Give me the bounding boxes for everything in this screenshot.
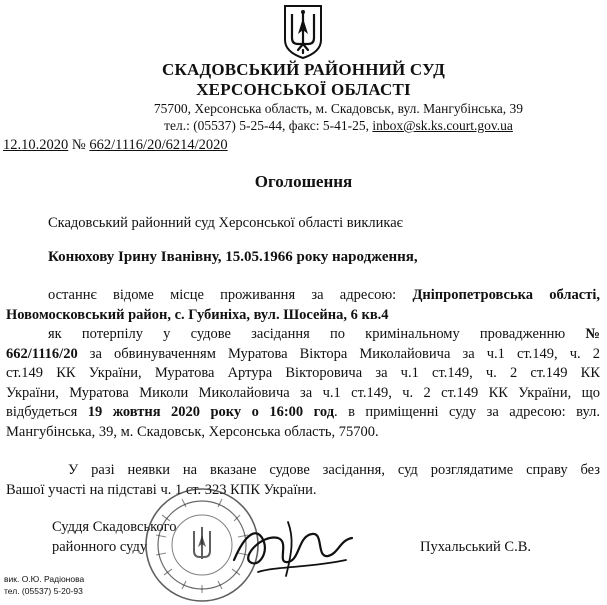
body-line: 662/1116/20 за обвинуваченням Муратова Віктора Миколайовича за ч.1 ст.149, ч. 2 xyxy=(6,345,600,362)
signer-title-line1: Суддя Скадовського xyxy=(52,519,177,535)
body-line: Мангубінська, 39, м. Скадовськ, Херсонська область, 75700. xyxy=(6,423,379,440)
notice-text xyxy=(6,461,600,500)
phone-fax: тел.: (05537) 5-25-44, факс: 5-41-25, xyxy=(164,118,373,133)
summons-body xyxy=(6,286,600,442)
summoned-person: Конюхову Ірину Іванівну, 15.05.1966 року народження, xyxy=(48,249,418,265)
court-contacts xyxy=(0,118,607,134)
body-line: відбудеться 19 жовтня 2020 року о 16:00 год. в приміщенні суду за адресою: вул. xyxy=(6,404,600,420)
document-reference xyxy=(3,137,228,154)
page-title: Оголошення xyxy=(254,172,353,191)
document-date: 12.10.2020 xyxy=(3,137,69,153)
judge-name: Пухальський С.В. xyxy=(420,539,532,555)
court-address: 75700, Херсонська область, м. Скадовськ, вул. Мангубінська, 39 xyxy=(153,101,524,116)
body-line: ст.149 КК України, Муратова Артура Вікторовича за ч.1 ст.149, ч. 2 ст.149 КК xyxy=(6,365,600,381)
intro-text: Скадовський районний суд Херсонської області викликає xyxy=(48,215,403,231)
court-name-line2: ХЕРСОНСЬКОЇ ОБЛАСТІ xyxy=(196,80,411,99)
court-name-line1: СКАДОВСЬКИЙ РАЙОННИЙ СУД xyxy=(161,60,446,79)
document-number: 662/1116/20/6214/2020 xyxy=(89,137,228,153)
notice-line: У разі неявки на вказане судове засідання, суд розглядатиме справу без xyxy=(68,462,600,478)
performer-name: вик. О.Ю. Радіонова xyxy=(4,574,85,584)
number-sign: № xyxy=(68,137,90,153)
signer-title-line2: районного суду xyxy=(52,539,148,555)
performer-phone: тел. (05537) 5-20-93 xyxy=(4,586,83,596)
notice-line: Вашої участі на підставі ч. 1 ст. 323 КПК України. xyxy=(6,481,317,498)
body-line: Новомосковський район, с. Губиніха, вул. Шосейна, 6 кв.4 xyxy=(6,306,389,323)
body-line: останнє відоме місце проживання за адресою: Дніпропетровська області, xyxy=(48,287,600,303)
body-line: України, Муратова Миколи Миколайовича за ч.1 ст.149, ч. 2 ст.149 КК України, що xyxy=(6,384,600,401)
handwritten-signature-icon xyxy=(228,512,358,584)
body-line: як потерпілу у судове засідання по кримінальному провадженню № xyxy=(48,326,600,342)
email-link[interactable]: inbox@sk.ks.court.gov.ua xyxy=(372,118,513,133)
trident-coat-of-arms-icon xyxy=(283,4,323,60)
